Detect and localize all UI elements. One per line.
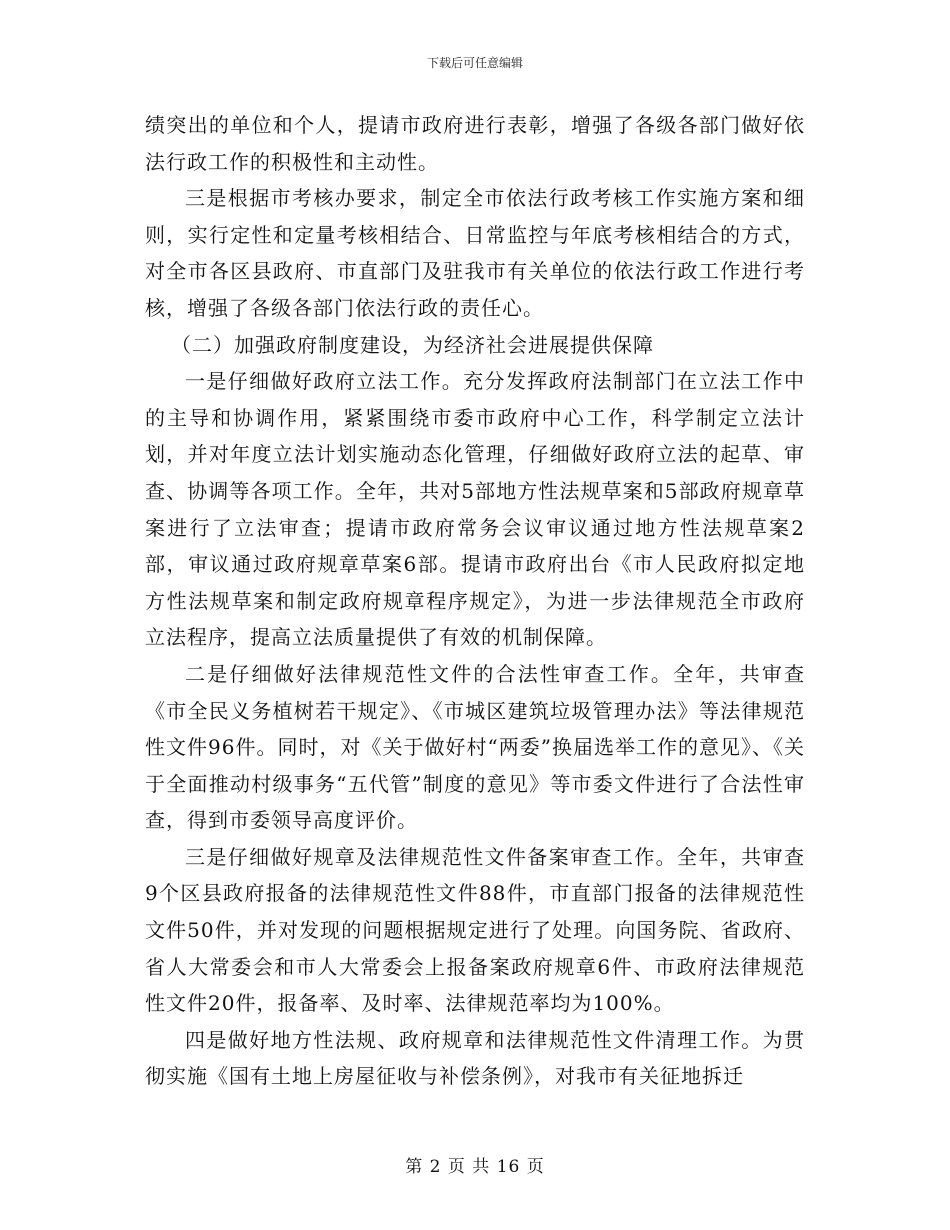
page-footer: 第 2 页 共 16 页 xyxy=(405,1157,545,1177)
paragraph-legality-review: 二是仔细做好法律规范性文件的合法性审查工作。全年，共审查《市全民义务植树若干规定》、《市城区建筑垃圾管理办法》等法律规范性文件96件。同时，对《关于做好村“两委”换届选举工作的意见》、《关于全面推动村级事务“五代管”制度的意见》等市委文件进行了合法性审查，得到市委领导高度评价。 xyxy=(145,661,805,833)
paragraph-filing-review: 三是仔细做好规章及法律规范性文件备案审查工作。全年，共审查9个区县政府报备的法律规范性文件88件，市直部门报备的法律规范性文件50件，并对发现的问题根据规定进行了处理。向国务院、省政府、省人大常委会和市人大常委会上报备案政府规章6件、市政府法律规范性文件20件，报备率、及时率、法律规范率均为100%。 xyxy=(145,844,805,1016)
paragraph-continued: 绩突出的单位和个人，提请市政府进行表彰，增强了各级各部门做好依法行政工作的积极性和主动性。 xyxy=(145,113,805,174)
document-body xyxy=(145,107,805,1095)
paragraph-assessment: 三是根据市考核办要求，制定全市依法行政考核工作实施方案和细则，实行定性和定量考核相结合、日常监控与年底考核相结合的方式，对全市各区县政府、市直部门及驻我市有关单位的依法行政工作进行考核，增强了各级各部门依法行政的责任心。 xyxy=(145,186,805,320)
paragraph-cleanup: 四是做好地方性法规、政府规章和法律规范性文件清理工作。为贯彻实施《国有土地上房屋征收与补偿条例》，对我市有关征地拆迁 xyxy=(145,1027,805,1089)
paragraph-legislation: 一是仔细做好政府立法工作。充分发挥政府法制部门在立法工作中的主导和协调作用，紧紧围绕市委市政府中心工作，科学制定立法计划，并对年度立法计划实施动态化管理，仔细做好政府立法的起草、审查、协调等各项工作。全年，共对5部地方性法规草案和5部政府规章草案进行了立法审查；提请市政府常务会议审议通过地方性法规草案2部，审议通过政府规章草案6部。提请市政府出台《市人民政府拟定地方性法规草案和制定政府规章程序规定》，为进一步法律规范全市政府立法程序，提高立法质量提供了有效的机制保障。 xyxy=(145,369,805,650)
section-heading: （二）加强政府制度建设，为经济社会进展提供保障 xyxy=(171,332,654,357)
page-header: 下载后可任意编辑 xyxy=(426,56,523,70)
